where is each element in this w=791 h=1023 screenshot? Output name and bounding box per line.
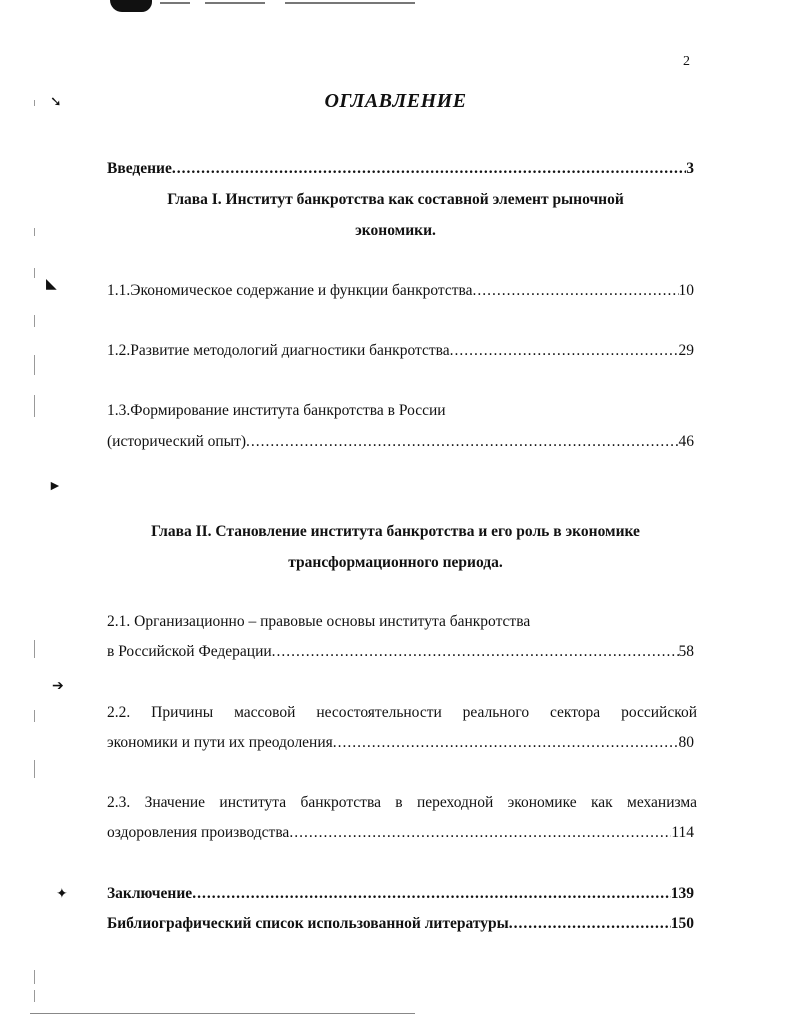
margin-mark: ► xyxy=(48,479,62,494)
toc-entry-label: 1.2.Развитие методологий диагностики банкротства xyxy=(107,342,450,359)
toc-entry-label: Заключение xyxy=(107,885,193,902)
scan-ink-blot xyxy=(110,0,152,12)
toc-entry-2-1-title: 2.1. Организационно – правовые основы института банкротства xyxy=(107,613,531,630)
chapter-1-heading-cont: экономики. xyxy=(355,222,436,239)
toc-entry-label: экономики и пути их преодоления xyxy=(107,734,333,751)
toc-entry-page: 114 xyxy=(671,824,694,841)
toc-entry-1-3-title: 1.3.Формирование института банкротства в России xyxy=(107,402,446,419)
scan-bottom-line xyxy=(30,1013,415,1014)
toc-entry-label: в Российской Федерации xyxy=(107,643,272,660)
leader-dots xyxy=(473,282,679,300)
page-number: 2 xyxy=(683,54,690,69)
scan-top-line xyxy=(160,2,190,4)
toc-entry-label: Введение xyxy=(107,160,172,177)
toc-entry-2-3[interactable] xyxy=(107,824,694,842)
toc-entry-label: 1.1.Экономическое содержание и функции банкротства xyxy=(107,282,473,299)
toc-entry-2-3-title: 2.3. Значение института банкротства в переходной экономике как механизма xyxy=(107,794,697,811)
margin-mark: ◣ xyxy=(46,277,57,292)
margin-tick xyxy=(34,710,35,722)
toc-entry-bibliography[interactable] xyxy=(107,915,694,933)
toc-entry-1-2[interactable] xyxy=(107,342,694,360)
toc-entry-1-3[interactable] xyxy=(107,433,694,451)
margin-tick xyxy=(34,760,35,778)
toc-entry-conclusion[interactable] xyxy=(107,885,694,903)
chapter-2-heading: Глава II. Становление института банкротства и его роль в экономике xyxy=(151,523,640,540)
toc-entry-page: 29 xyxy=(678,342,694,359)
leader-dots xyxy=(333,734,679,752)
toc-entry-page: 46 xyxy=(678,433,694,450)
margin-tick xyxy=(34,990,35,1002)
scan-top-line xyxy=(285,2,415,4)
margin-tick xyxy=(34,355,35,375)
toc-entry-page: 3 xyxy=(686,160,694,177)
leader-dots xyxy=(192,885,671,903)
toc-entry-2-2[interactable] xyxy=(107,734,694,752)
chapter-2-heading-cont: трансформационного периода. xyxy=(288,554,503,571)
margin-mark: ✦ xyxy=(56,887,68,902)
margin-tick xyxy=(34,268,35,278)
margin-mark: ➘ xyxy=(50,95,62,110)
margin-mark: ➔ xyxy=(52,679,64,694)
toc-entry-page: 58 xyxy=(678,643,694,660)
margin-tick xyxy=(34,315,35,327)
toc-entry-intro[interactable] xyxy=(107,160,694,178)
toc-entry-2-2-title: 2.2. Причины массовой несостоятельности реального сектора российской xyxy=(107,704,697,721)
page-title: ОГЛАВЛЕНИЕ xyxy=(324,90,467,112)
toc-entry-label: (исторический опыт) xyxy=(107,433,247,450)
toc-entry-1-1[interactable] xyxy=(107,282,694,300)
toc-entry-page: 139 xyxy=(670,885,694,902)
scan-top-line xyxy=(205,2,265,4)
toc-entry-page: 80 xyxy=(678,734,694,751)
leader-dots xyxy=(509,915,671,933)
toc-entry-2-1[interactable] xyxy=(107,643,694,661)
toc-entry-label: оздоровления производства xyxy=(107,824,290,841)
leader-dots xyxy=(289,824,671,842)
toc-entry-page: 10 xyxy=(678,282,694,299)
toc-entry-label: Библиографический список использованной литературы xyxy=(107,915,509,932)
leader-dots xyxy=(450,342,679,360)
leader-dots xyxy=(246,433,678,451)
margin-tick xyxy=(34,395,35,417)
margin-tick xyxy=(34,640,35,658)
margin-tick xyxy=(34,970,35,984)
leader-dots xyxy=(272,643,679,661)
toc-entry-page: 150 xyxy=(670,915,694,932)
leader-dots xyxy=(172,160,686,178)
chapter-1-heading: Глава I. Институт банкротства как составной элемент рыночной xyxy=(167,191,624,208)
